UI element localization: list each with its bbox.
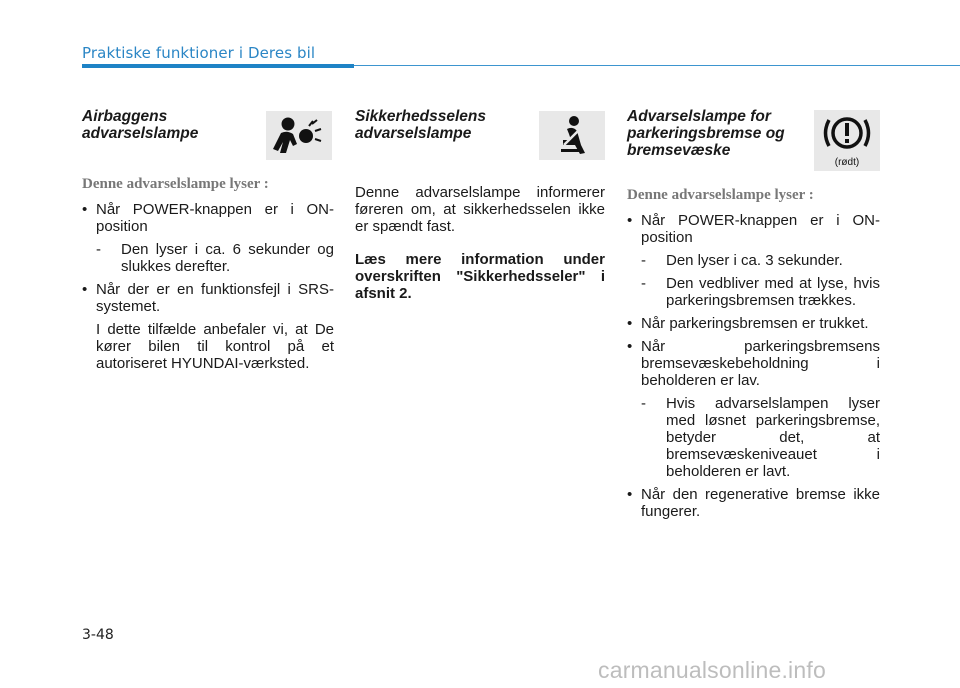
brake-dash-1 (641, 252, 880, 269)
bullet-dot: • (82, 281, 88, 298)
column-airbag (82, 108, 334, 378)
page-number: 3-48 (82, 627, 114, 643)
airbag-dash-1 (96, 241, 334, 275)
airbag-warning-icon (266, 111, 332, 160)
column-seatbelt (355, 108, 605, 302)
brake-dash-1-text: Den lyser i ca. 3 sekunder. (666, 252, 843, 269)
brake-subheading: Denne advarselslampe lyser : (627, 187, 814, 203)
dash-mark: - (96, 241, 101, 258)
seatbelt-warning-icon (539, 111, 605, 160)
dash-mark: - (641, 395, 646, 412)
watermark: carmanualsonline.info (598, 657, 826, 683)
brake-bullet-2 (627, 315, 880, 332)
bullet-dot: • (627, 212, 633, 229)
brake-title-line2: parkeringsbremse og (627, 125, 785, 142)
airbag-bullet-2 (82, 281, 334, 315)
brake-bullet-4-text: Når den regenerative bremse ikke fungerer. (641, 486, 880, 520)
brake-warning-icon (814, 110, 880, 171)
section-title: Praktiske funktioner i Deres bil (82, 44, 316, 62)
bullet-dot: • (627, 315, 633, 332)
seatbelt-heading (355, 108, 605, 142)
airbag-title-line2: advarselslampe (82, 125, 199, 142)
airbag-dash-1-text: Den lyser i ca. 6 sekunder og slukkes derefter. (121, 241, 334, 275)
bullet-dot: • (627, 338, 633, 355)
brake-heading (627, 108, 880, 168)
brake-title-line1: Advarselslampe for (627, 108, 771, 125)
brake-icon-caption: (rødt) (834, 157, 860, 168)
header-rule-thin (354, 65, 960, 66)
airbag-heading (82, 108, 334, 142)
airbag-subheading: Denne advarselslampe lyser : (82, 176, 269, 192)
airbag-bullet-2-continuation: I dette tilfælde anbefaler vi, at De kører bilen til kontrol på et autoriseret HYUNDAI-værksted. (96, 321, 334, 372)
brake-bullet-1 (627, 212, 880, 246)
column-brake (627, 108, 880, 526)
airbag-bullet-2-text: Når der er en funktionsfejl i SRS-systemet. (96, 281, 334, 315)
dash-mark: - (641, 275, 646, 292)
brake-dash-3-text: Hvis advarselslampen lyser med løsnet parkeringsbremse, betyder det, at bremsevæskeniveauet i beholderen er lavt. (666, 395, 880, 480)
seatbelt-title-line2: advarselslampe (355, 125, 472, 142)
seatbelt-paragraph-1: Denne advarselslampe informerer føreren om, at sikkerhedsselen ikke er spændt fast. (355, 184, 605, 235)
brake-bullet-4 (627, 486, 880, 520)
header-rule-thick (82, 64, 354, 68)
bullet-dot: • (627, 486, 633, 503)
bullet-dot: • (82, 201, 88, 218)
seatbelt-title-line1: Sikkerhedsselens (355, 108, 486, 125)
brake-bullet-3 (627, 338, 880, 389)
seatbelt-paragraph-2: Læs mere information under overskriften "Sikkerhedsseler" i afsnit 2. (355, 251, 605, 302)
airbag-bullet-1 (82, 201, 334, 235)
brake-bullet-3-text: Når parkeringsbremsens bremsevæskebeholdning i beholderen er lav. (641, 338, 880, 389)
brake-dash-3 (641, 395, 880, 480)
brake-title-line3: bremsevæske (627, 142, 731, 159)
airbag-title-line1: Airbaggens (82, 108, 168, 125)
brake-bullet-2-text: Når parkeringsbremsen er trukket. (641, 315, 869, 332)
airbag-bullet-1-text: Når POWER-knappen er i ON-position (96, 201, 334, 235)
brake-dash-2 (641, 275, 880, 309)
brake-bullet-1-text: Når POWER-knappen er i ON-position (641, 212, 880, 246)
dash-mark: - (641, 252, 646, 269)
brake-dash-2-text: Den vedbliver med at lyse, hvis parkeringsbremsen trækkes. (666, 275, 880, 309)
